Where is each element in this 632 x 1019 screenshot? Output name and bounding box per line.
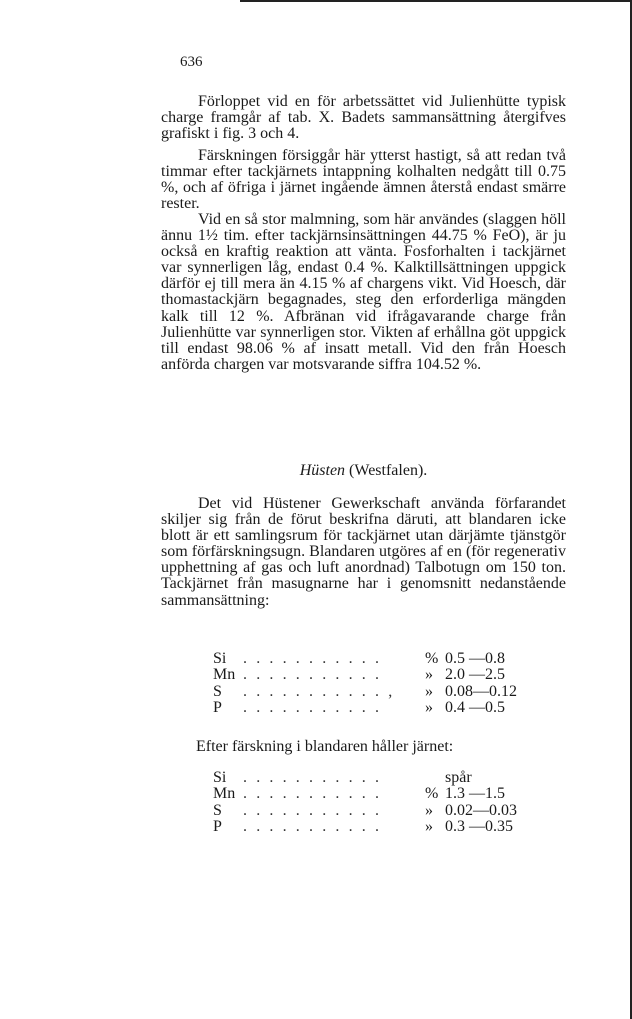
leader-dots: . . . . . . . . . . . bbox=[243, 770, 382, 786]
element-symbol: Mn bbox=[213, 785, 236, 803]
element-symbol: P bbox=[213, 818, 222, 836]
composition-table-before bbox=[213, 651, 555, 717]
body-text-block-1 bbox=[161, 94, 566, 142]
composition-value: 0.5 —0.8 bbox=[445, 650, 505, 667]
leader-dots: . . . . . . . . . . . bbox=[243, 700, 382, 717]
table-row bbox=[213, 667, 555, 683]
composition-value: spår bbox=[445, 769, 472, 786]
table-caption: Efter färskning i blandaren håller järnet: bbox=[196, 738, 454, 755]
body-text-block-2 bbox=[161, 148, 566, 212]
paragraph-1: Förloppet vid en för arbetssättet vid Julienhütte typisk charge framgår af tab. X. Badets sammansättning återgifves grafiskt i fig. 3 och 4. bbox=[161, 93, 566, 143]
table-row bbox=[213, 819, 555, 835]
unit-symbol: » bbox=[425, 666, 433, 684]
leader-dots: . . . . . . . . . . . bbox=[243, 802, 382, 819]
leader-dots: . . . . . . . . . . . bbox=[243, 667, 382, 684]
composition-value: 2.0 —2.5 bbox=[445, 666, 505, 684]
unit-symbol: % bbox=[425, 785, 439, 803]
leader-dots: . . . . . . . . . . . bbox=[243, 651, 382, 667]
table-row bbox=[213, 786, 555, 802]
heading-place: Hüsten bbox=[299, 462, 346, 479]
unit-symbol: % bbox=[425, 650, 439, 667]
leader-dots: . . . . . . . . . . . bbox=[243, 786, 382, 803]
unit-symbol: » bbox=[425, 801, 433, 819]
unit-symbol: » bbox=[425, 682, 433, 700]
unit-symbol: » bbox=[425, 818, 433, 836]
body-text-block-4 bbox=[161, 496, 566, 609]
table-row bbox=[213, 803, 555, 819]
leader-dots: . . . . . . . . . . . bbox=[243, 819, 382, 836]
body-text-block-3 bbox=[161, 212, 566, 373]
composition-value: 1.3 —1.5 bbox=[445, 785, 505, 803]
heading-region: (Westfalen). bbox=[349, 462, 428, 479]
unit-symbol bbox=[425, 770, 445, 786]
element-symbol: S bbox=[213, 682, 222, 700]
paragraph-3: Vid en så stor malmning, som här användes (slaggen höll ännu 1½ tim. efter tackjärnsinsättningen 44.75 % FeO), är ju också en kraftig reaktion att vänta. Fosforhalten i tackjärnet var synnerligen låg, endast 0.4 %. Kalktillsättningen uppgick därför ej till mera än 4.15 % af chargens vikt. Vid Hoesch, där thomastackjärn begagnades, steg den erforderliga mängden kalk till 12 %. Afbränan vid ifrågavarande charge från Julienhütte var synnerligen stor. Vikten af erhållna göt uppgick till endast 98.06 % af insatt metall. Vid den från Hoesch anförda chargen var motsvarande siffra 104.52 %. bbox=[161, 211, 566, 373]
paragraph-4: Det vid Hüstener Gewerkschaft använda förfarandet skiljer sig från de förut beskrifna däruti, att blandaren icke blott är ett samlingsrum för tackjärnet utan därjämte tjänstgör som förfärskningsugn. Blandaren utgöres af en (för regenerativ upphettning af gas och luft anordnad) Talbotugn om 150 ton. Tackjärnet från masugnarne har i genomsnitt nedanstående sammansättning: bbox=[161, 495, 566, 609]
composition-value: 0.3 —0.35 bbox=[445, 818, 513, 836]
composition-value: 0.02—0.03 bbox=[445, 801, 517, 819]
top-border-rule bbox=[240, 0, 632, 2]
leader-dots: . . . . . . . . . . . , bbox=[243, 683, 395, 700]
page-number: 636 bbox=[180, 54, 203, 70]
element-symbol: Mn bbox=[213, 666, 236, 684]
element-symbol: S bbox=[213, 801, 222, 819]
table-row bbox=[213, 770, 555, 786]
composition-value: 0.4 —0.5 bbox=[445, 699, 505, 717]
unit-symbol: » bbox=[425, 699, 433, 717]
element-symbol: Si bbox=[213, 769, 227, 786]
section-heading bbox=[161, 462, 566, 480]
element-symbol: Si bbox=[213, 650, 227, 667]
table-row bbox=[213, 651, 555, 667]
table-row bbox=[213, 684, 555, 700]
paragraph-2: Färskningen försiggår här ytterst hastigt, så att redan två timmar efter tackjärnets intappning kolhalten nedgått till 0.75 %, och af öfriga i järnet ingående ämnen återstå endast smärre rester. bbox=[161, 147, 566, 213]
element-symbol: P bbox=[213, 699, 222, 717]
composition-table-after bbox=[213, 770, 555, 836]
composition-value: 0.08—0.12 bbox=[445, 682, 517, 700]
table-row bbox=[213, 700, 555, 716]
